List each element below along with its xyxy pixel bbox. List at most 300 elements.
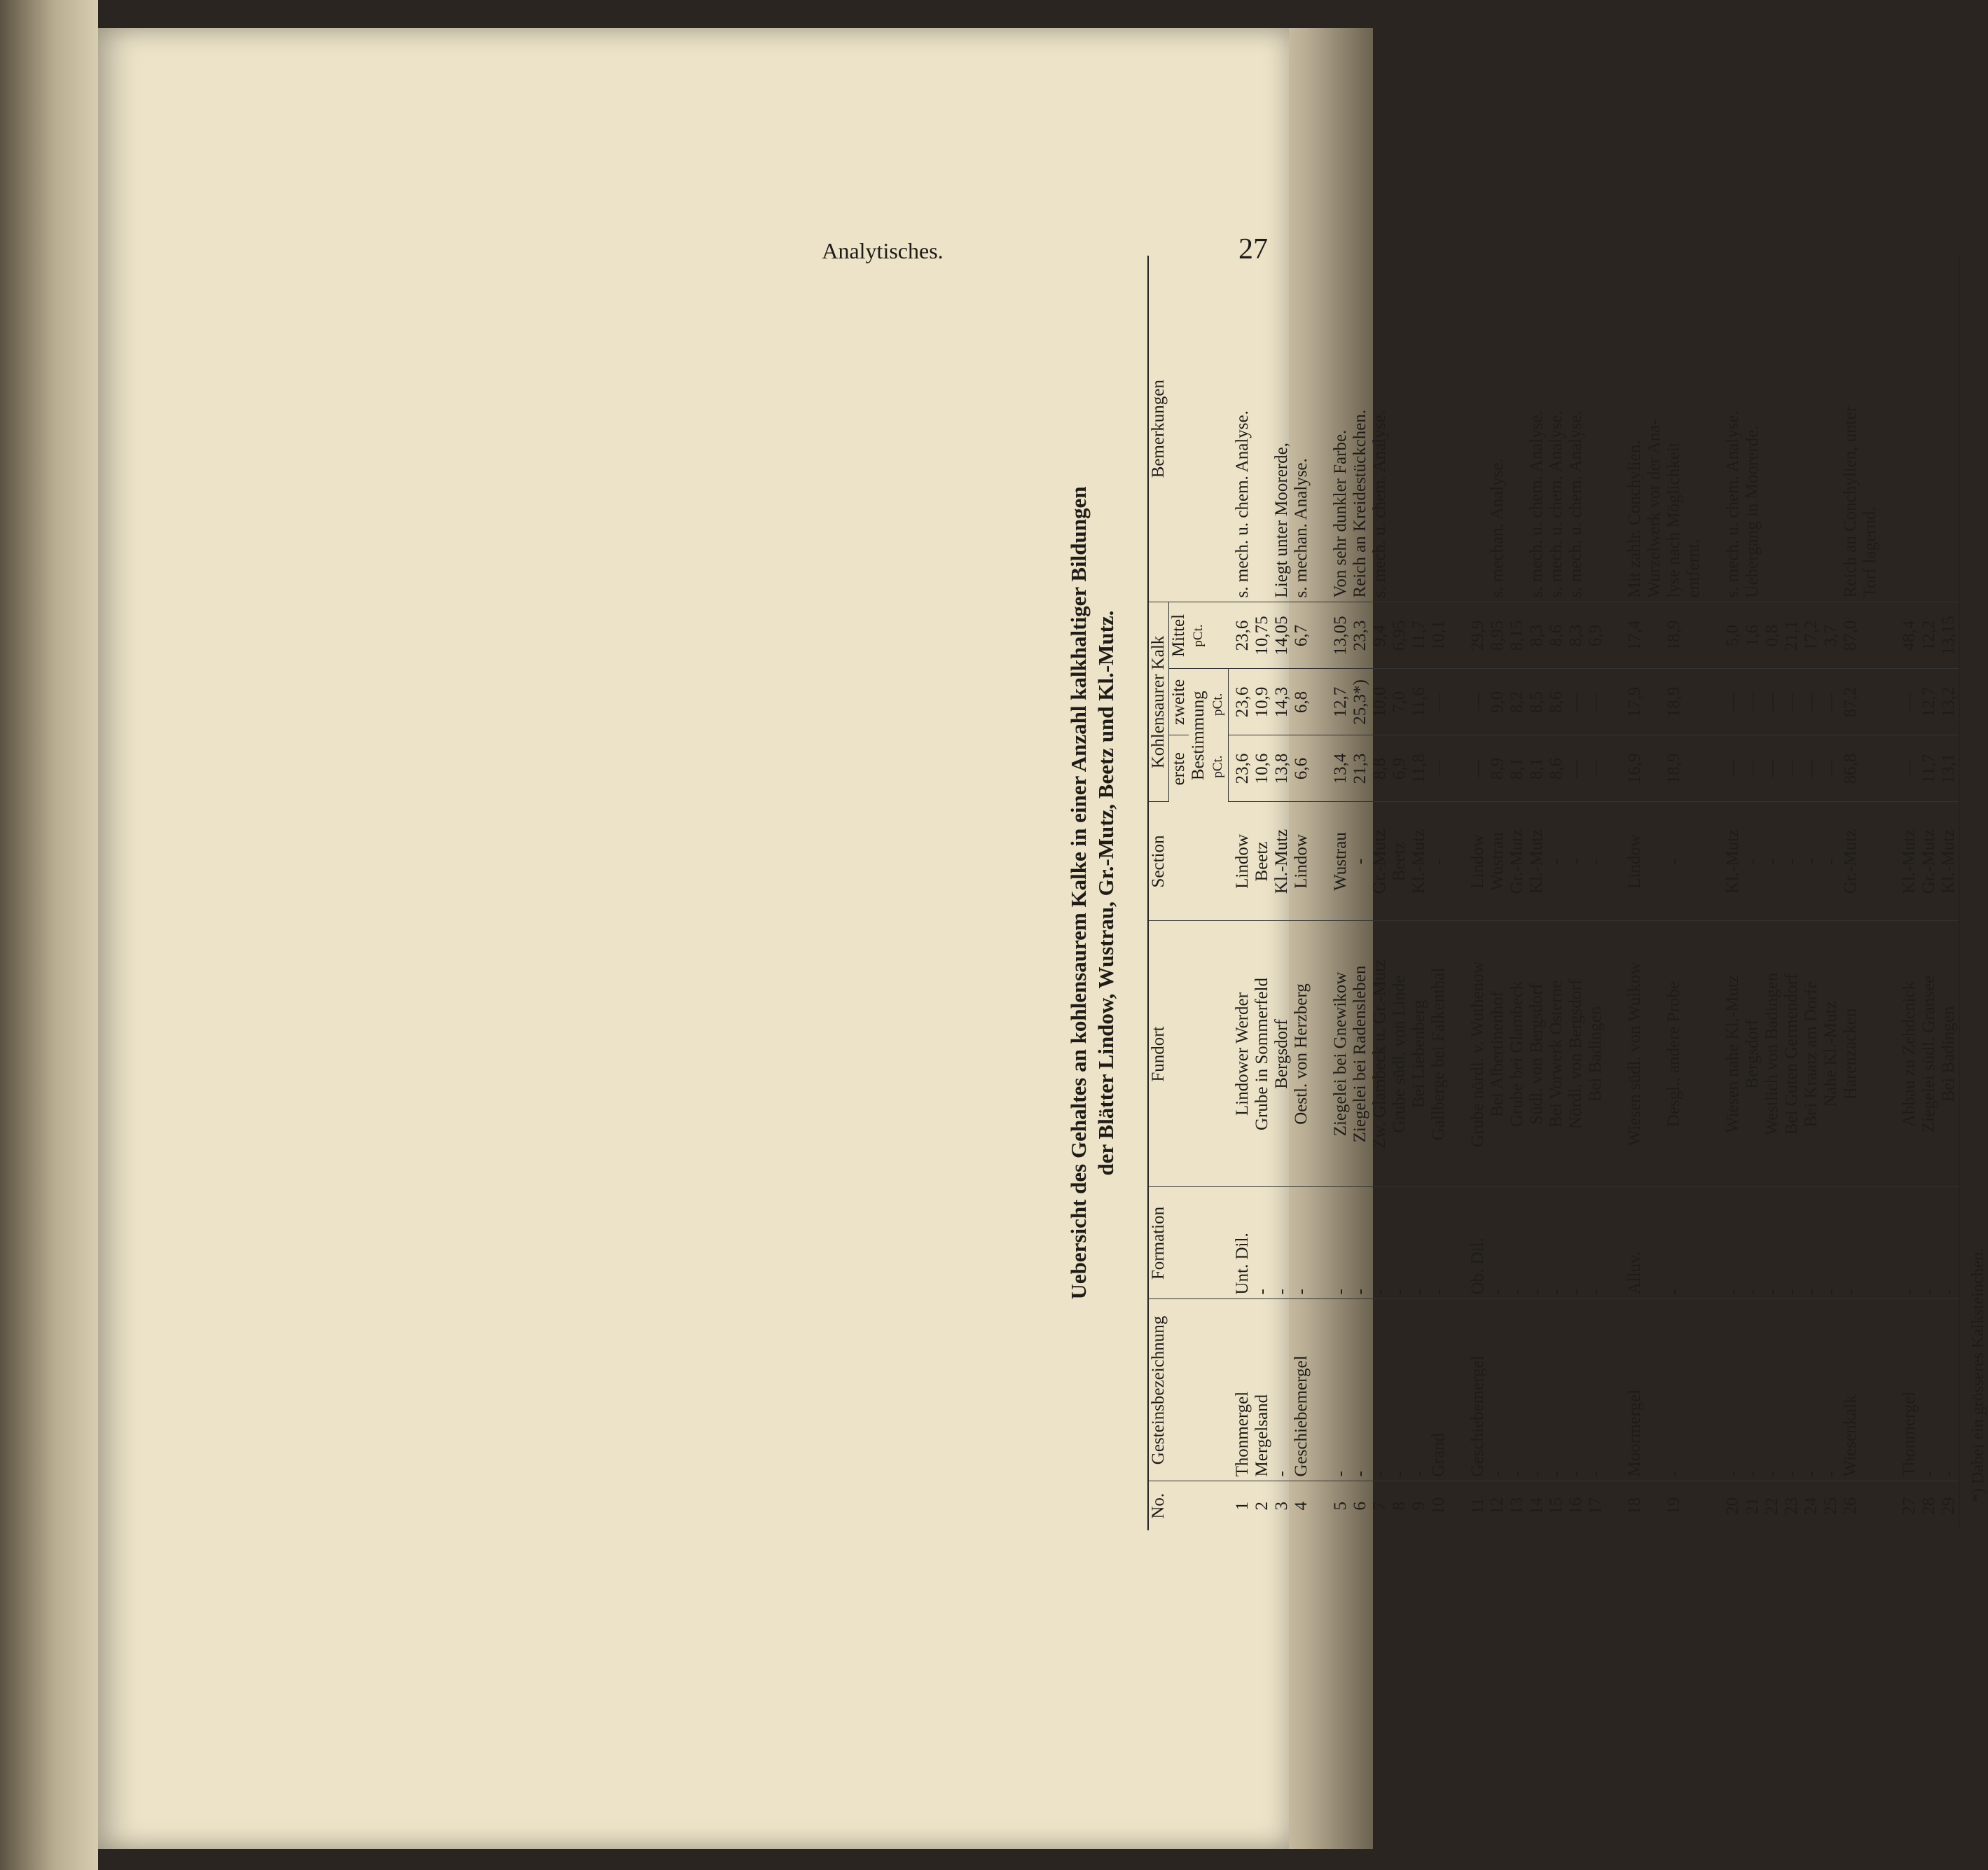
row-zweite-bestimmung: 12,7 (1331, 669, 1351, 735)
row-no: 14 (1527, 1497, 1546, 1515)
row-fundort: Bei Vorwerk Osterne (1547, 921, 1566, 1187)
row-formation: - (1743, 1187, 1762, 1299)
row-bemerkung (1507, 256, 1527, 602)
row-fundort: Südl. von Bergsdorf (1527, 921, 1547, 1187)
spacer-cell (1880, 602, 1900, 669)
row-section: Kl.-Mutz (1723, 802, 1743, 921)
spacer-cell (1704, 602, 1723, 669)
scan-background-left (0, 0, 98, 1870)
row-erste-bestimmung (1684, 735, 1704, 802)
header-zweite-unit: pCt. (1210, 693, 1225, 716)
row-fundort: Grube in Sommerfeld (1252, 921, 1272, 1187)
row-mittel: 8,3 (1566, 602, 1586, 669)
spacer-cell (1449, 602, 1468, 669)
table-spacer-row (1880, 256, 1900, 1530)
row-fundort: Gallberge bei Falkenthal (1429, 921, 1449, 1187)
row-section: Gr.-Mutz (1370, 802, 1390, 921)
row-no: 6 (1351, 1502, 1369, 1511)
table-row (1684, 256, 1704, 1530)
row-fundort: Zw. Glambeck u. Gr.-Mutz (1370, 921, 1390, 1187)
table-row (1351, 256, 1370, 1530)
row-erste-bestimmung: 11,8 (1409, 735, 1429, 802)
row-mittel: 11,7 (1409, 602, 1429, 669)
table-row (1547, 256, 1566, 1530)
row-fundort: Grube südl. von Linde (1390, 921, 1409, 1187)
row-mittel: 6,7 (1292, 602, 1311, 669)
row-mittel: 21,1 (1782, 602, 1802, 669)
table-row (1645, 256, 1664, 1530)
row-erste-bestimmung: 21,3 (1351, 735, 1370, 802)
spacer-cell (1880, 735, 1900, 802)
row-section: Wustrau (1488, 802, 1507, 921)
row-bemerkung: entfernt. (1684, 256, 1704, 602)
row-gesteinsbezeichnung: - (1802, 1299, 1821, 1481)
row-bemerkung: s. mech. u. chem. Analyse. (1527, 256, 1547, 602)
header-mittel-unit: pCt. (1191, 624, 1206, 647)
row-no: 8 (1390, 1502, 1409, 1511)
row-bemerkung (1409, 256, 1429, 602)
row-bemerkung (1586, 256, 1606, 602)
row-fundort: Ziegelei bei Gnewikow (1331, 921, 1351, 1187)
row-formation: - (1802, 1187, 1821, 1299)
row-formation: - (1664, 1187, 1684, 1299)
row-zweite-bestimmung: 14,3 (1272, 669, 1292, 735)
row-section: Lindow (1292, 802, 1311, 921)
row-bemerkung (1939, 256, 1959, 602)
row-formation (1861, 1187, 1880, 1299)
spacer-cell (1704, 1187, 1723, 1299)
row-fundort: Bei Liebenberg (1409, 921, 1429, 1187)
table-row (1821, 256, 1841, 1530)
row-fundort: Bei Albertinenhof (1488, 921, 1507, 1187)
spacer-cell (1704, 802, 1723, 921)
row-bemerkung (1821, 256, 1841, 602)
row-no: 16 (1566, 1497, 1585, 1515)
row-zweite-bestimmung: 8,2 (1507, 669, 1527, 735)
row-gesteinsbezeichnung: Thonmergel (1229, 1299, 1253, 1481)
spacer-cell (1880, 1481, 1900, 1530)
row-gesteinsbezeichnung: - (1939, 1299, 1959, 1481)
table-row (1331, 256, 1351, 1530)
row-section: Wustrau (1331, 802, 1351, 921)
row-gesteinsbezeichnung: Geschiebemergel (1292, 1299, 1311, 1481)
table-row (1468, 256, 1488, 1530)
row-gesteinsbezeichnung: - (1723, 1299, 1743, 1481)
row-gesteinsbezeichnung: - (1664, 1299, 1684, 1481)
header-erste-unit: pCt. (1210, 755, 1225, 778)
table-title-line-1: Uebersicht des Gehaltes an kohlensaurem Kalke in einer Anzahl kalkhaltiger Bildungen (1066, 486, 1091, 1300)
row-bemerkung (1782, 256, 1802, 602)
table-row (1292, 256, 1311, 1530)
row-erste-bestimmung: 13,4 (1331, 735, 1351, 802)
table-title-line-2: der Blätter Lindow, Wustrau, Gr.-Mutz, Beetz und Kl.-Mutz. (1093, 610, 1118, 1176)
spacer-cell (1449, 1299, 1468, 1481)
row-fundort: Ziegelei südl. Gransee (1919, 921, 1939, 1187)
row-mittel: 17,4 (1625, 602, 1645, 669)
row-mittel: 10,75 (1252, 602, 1272, 669)
row-formation: - (1370, 1187, 1390, 1299)
table-row (1664, 256, 1684, 1530)
table-row (1586, 256, 1606, 1530)
row-bemerkung: Mit zahlr. Conchylien. (1625, 256, 1645, 602)
row-fundort: Nördl. von Bergsdorf (1566, 921, 1586, 1187)
row-fundort (1684, 921, 1704, 1187)
table-row (1409, 256, 1429, 1530)
row-zweite-bestimmung: 23,6 (1229, 669, 1253, 735)
row-zweite-bestimmung: 87,2 (1841, 669, 1861, 735)
table-row (1762, 256, 1782, 1530)
row-zweite-bestimmung: 8,5 (1527, 669, 1547, 735)
row-mittel: 13,15 (1939, 602, 1959, 669)
row-mittel (1645, 602, 1664, 669)
header-formation: Formation (1148, 1187, 1229, 1299)
row-erste-bestimmung: 16,9 (1625, 735, 1645, 802)
row-no: 9 (1409, 1502, 1428, 1511)
row-zweite-bestimmung: 7,0 (1390, 669, 1409, 735)
table-body (1229, 256, 1960, 1530)
row-gesteinsbezeichnung: - (1272, 1299, 1292, 1481)
row-gesteinsbezeichnung: - (1488, 1299, 1507, 1481)
spacer-cell (1311, 735, 1331, 802)
table-row (1370, 256, 1390, 1530)
row-erste-bestimmung: 86,8 (1841, 735, 1861, 802)
row-no: 1 (1232, 1502, 1252, 1511)
row-fundort: Bei Badingen (1939, 921, 1959, 1187)
row-mittel: 8,15 (1507, 602, 1527, 669)
row-section: - (1802, 802, 1821, 921)
row-no: 22 (1762, 1497, 1781, 1515)
spacer-cell (1606, 1481, 1625, 1530)
row-zweite-bestimmung (1861, 669, 1880, 735)
row-no: 3 (1272, 1502, 1291, 1511)
row-mittel: 10,1 (1429, 602, 1449, 669)
row-erste-bestimmung: 6,9 (1390, 735, 1409, 802)
row-no: 19 (1664, 1497, 1683, 1515)
row-fundort (1861, 921, 1880, 1187)
footnote: *) Dabei ein grösseres Kalksteinchen. (1969, 1247, 1987, 1502)
row-erste-bestimmung: — (1802, 735, 1821, 802)
spacer-cell (1880, 921, 1900, 1187)
row-section: - (1762, 802, 1782, 921)
row-gesteinsbezeichnung: Wiesenkalk (1841, 1299, 1861, 1481)
row-zweite-bestimmung: 18,9 (1664, 669, 1684, 735)
row-zweite-bestimmung: 10,0 (1370, 669, 1390, 735)
row-section: Kl.-Mutz (1900, 802, 1919, 921)
row-bemerkung (1802, 256, 1821, 602)
row-erste-bestimmung: — (1429, 735, 1449, 802)
table-row (1488, 256, 1507, 1530)
row-fundort: Nahe Kl.-Mutz (1821, 921, 1841, 1187)
row-erste-bestimmung: 8,6 (1547, 735, 1566, 802)
row-fundort: Bei Guten Germendorf (1782, 921, 1802, 1187)
spacer-cell (1606, 602, 1625, 669)
row-gesteinsbezeichnung: - (1821, 1299, 1841, 1481)
row-formation: - (1429, 1187, 1449, 1299)
row-bemerkung (1762, 256, 1782, 602)
row-mittel: 14,05 (1272, 602, 1292, 669)
spacer-cell (1704, 256, 1723, 602)
row-fundort: Bei Badingen (1586, 921, 1606, 1187)
header-bestimmung-units (1208, 674, 1228, 798)
row-bemerkung: Torf lagernd. (1861, 256, 1880, 602)
header-bestimmung (1189, 669, 1229, 802)
row-zweite-bestimmung: — (1429, 669, 1449, 735)
row-fundort: Oestl. von Herzberg (1292, 921, 1311, 1187)
table-row (1507, 256, 1527, 1530)
row-no: 7 (1370, 1502, 1389, 1511)
header-kohlensaurer-kalk: Kohlensaurer Kalk (1148, 602, 1169, 802)
row-erste-bestimmung: 23,6 (1229, 735, 1253, 802)
spacer-cell (1449, 669, 1468, 735)
row-bemerkung: Reich an Conchylien, unter (1841, 256, 1861, 602)
row-mittel: 48,4 (1900, 602, 1919, 669)
row-section: Gr.-Mutz (1507, 802, 1527, 921)
row-erste-bestimmung: 8,1 (1527, 735, 1547, 802)
table-row (1390, 256, 1409, 1530)
row-erste-bestimmung: — (1821, 735, 1841, 802)
row-zweite-bestimmung: — (1468, 669, 1488, 735)
row-zweite-bestimmung: — (1762, 669, 1782, 735)
row-formation: - (1272, 1187, 1292, 1299)
row-section: - (1743, 802, 1762, 921)
row-no: 28 (1919, 1497, 1938, 1515)
spacer-cell (1880, 1187, 1900, 1299)
row-mittel: 6,9 (1586, 602, 1606, 669)
row-erste-bestimmung: 13,8 (1272, 735, 1292, 802)
row-formation: - (1821, 1187, 1841, 1299)
row-erste-bestimmung: 18,9 (1664, 735, 1684, 802)
spacer-cell (1449, 921, 1468, 1187)
rotated-table-block (1065, 256, 1987, 1530)
row-formation: - (1527, 1187, 1547, 1299)
row-bemerkung: Reich an Kreidestückchen. (1351, 256, 1370, 602)
row-formation: - (1723, 1187, 1743, 1299)
row-erste-bestimmung: 8,1 (1507, 735, 1527, 802)
row-section: Beetz (1390, 802, 1409, 921)
row-section: Lindow (1625, 802, 1645, 921)
row-section: - (1782, 802, 1802, 921)
row-section: Kl.-Mutz (1527, 802, 1547, 921)
table-row (1429, 256, 1449, 1530)
row-erste-bestimmung: 8,8 (1370, 735, 1390, 802)
header-zweite (1169, 669, 1189, 735)
row-mittel: 23,6 (1229, 602, 1253, 669)
row-section: - (1351, 802, 1370, 921)
table-spacer-row (1606, 256, 1625, 1530)
row-section: Kl.-Mutz (1939, 802, 1959, 921)
row-fundort: Abbau zu Zehdenick (1900, 921, 1919, 1187)
header-no: No. (1148, 1481, 1229, 1530)
spacer-cell (1606, 256, 1625, 602)
table-row (1939, 256, 1959, 1530)
header-zweite-label: zweite (1169, 679, 1188, 726)
row-section: Gr.-Mutz (1841, 802, 1861, 921)
spacer-cell (1880, 1299, 1900, 1481)
row-bemerkung: s. mech. u. chem. Analyse. (1229, 256, 1253, 602)
row-zweite-bestimmung: — (1900, 669, 1919, 735)
row-bemerkung (1919, 256, 1939, 602)
row-mittel: 29,9 (1468, 602, 1488, 669)
row-formation: - (1331, 1187, 1351, 1299)
row-fundort: Bei Kraatz am Dorfe (1802, 921, 1821, 1187)
row-zweite-bestimmung: 8,6 (1547, 669, 1566, 735)
row-section: Lindow (1468, 802, 1488, 921)
row-gesteinsbezeichnung: - (1566, 1299, 1586, 1481)
row-erste-bestimmung: 6,6 (1292, 735, 1311, 802)
row-no: 20 (1723, 1497, 1742, 1515)
spacer-cell (1606, 669, 1625, 735)
row-erste-bestimmung: — (1900, 735, 1919, 802)
running-head-title: Analytisches. (822, 238, 944, 263)
row-no: 29 (1939, 1481, 1959, 1530)
table-row (1861, 256, 1880, 1530)
row-gesteinsbezeichnung: - (1409, 1299, 1429, 1481)
row-erste-bestimmung: — (1782, 735, 1802, 802)
row-zweite-bestimmung: — (1743, 669, 1762, 735)
header-mittel-label: Mittel (1169, 614, 1188, 658)
row-gesteinsbezeichnung: - (1743, 1299, 1762, 1481)
row-section: - (1429, 802, 1449, 921)
row-zweite-bestimmung (1684, 669, 1704, 735)
header-erste-label: erste (1169, 752, 1188, 786)
row-formation: - (1841, 1187, 1861, 1299)
header-bemerkungen: Bemerkungen (1148, 256, 1229, 602)
row-bemerkung: s. mechan. Analyse. (1292, 256, 1311, 602)
row-formation: Unt. Dil. (1229, 1187, 1253, 1299)
row-zweite-bestimmung: — (1821, 669, 1841, 735)
row-no: 5 (1331, 1502, 1350, 1511)
row-bemerkung: Uebergang in Moorerde. (1743, 256, 1762, 602)
row-no: 23 (1782, 1497, 1801, 1515)
row-mittel: 5,0 (1723, 602, 1743, 669)
row-fundort: Wiesen südl. von Wulkow (1625, 921, 1645, 1187)
row-mittel: 8,95 (1488, 602, 1507, 669)
row-mittel: 23,3 (1351, 602, 1370, 669)
row-mittel: 18,9 (1664, 602, 1684, 669)
row-section: Lindow (1229, 802, 1253, 921)
spacer-cell (1880, 802, 1900, 921)
row-erste-bestimmung (1861, 735, 1880, 802)
row-zweite-bestimmung (1645, 669, 1664, 735)
table-row (1841, 256, 1861, 1530)
row-bemerkung: s. mech. u. chem. Analyse. (1723, 256, 1743, 602)
row-zweite-bestimmung: — (1586, 669, 1606, 735)
row-bemerkung (1900, 256, 1919, 602)
spacer-cell (1704, 1481, 1723, 1530)
row-mittel: 6,95 (1390, 602, 1409, 669)
row-formation: - (1900, 1187, 1919, 1299)
row-section (1645, 802, 1664, 921)
row-gesteinsbezeichnung (1645, 1299, 1664, 1481)
row-gesteinsbezeichnung (1861, 1299, 1880, 1481)
row-no: 12 (1488, 1497, 1507, 1515)
row-gesteinsbezeichnung: - (1919, 1299, 1939, 1481)
row-formation: - (1782, 1187, 1802, 1299)
row-zweite-bestimmung: — (1566, 669, 1586, 735)
spacer-cell (1449, 802, 1468, 921)
table-row (1625, 256, 1645, 1530)
row-erste-bestimmung: — (1566, 735, 1586, 802)
row-mittel (1861, 602, 1880, 669)
row-erste-bestimmung: 8,9 (1488, 735, 1507, 802)
row-bemerkung: Von sehr dunkler Farbe. (1331, 256, 1351, 602)
row-mittel: 8,3 (1527, 602, 1547, 669)
row-fundort: Ziegelei bei Radensleben (1351, 921, 1370, 1187)
row-no: 4 (1292, 1502, 1311, 1511)
row-gesteinsbezeichnung: Grand (1429, 1299, 1449, 1481)
spacer-cell (1704, 669, 1723, 735)
table-spacer-row (1311, 256, 1331, 1530)
row-no: 13 (1507, 1497, 1526, 1515)
row-mittel (1684, 602, 1704, 669)
row-section (1861, 802, 1880, 921)
row-formation: - (1566, 1187, 1586, 1299)
row-bemerkung: s. mech. u. chem. Analyse. (1566, 256, 1586, 602)
row-bemerkung: s. mech. u. chem. Analyse. (1370, 256, 1390, 602)
row-mittel: 87,0 (1841, 602, 1861, 669)
row-gesteinsbezeichnung: Geschiebemergel (1468, 1299, 1488, 1481)
row-gesteinsbezeichnung: Moormergel (1625, 1299, 1645, 1481)
row-mittel: 13,05 (1331, 602, 1351, 669)
row-fundort: Harenzacken (1841, 921, 1861, 1187)
spacer-cell (1449, 1187, 1468, 1299)
row-section: - (1664, 802, 1684, 921)
row-bemerkung (1252, 256, 1272, 602)
header-gesteinsbezeichnung: Gesteinsbezeichnung (1148, 1299, 1229, 1481)
row-no: 10 (1429, 1497, 1448, 1515)
row-formation: - (1488, 1187, 1507, 1299)
row-mittel: 8,6 (1547, 602, 1566, 669)
table-row (1272, 256, 1292, 1530)
row-section: Gr.-Mutz (1919, 802, 1939, 921)
spacer-cell (1311, 1187, 1331, 1299)
row-formation: - (1919, 1187, 1939, 1299)
row-bemerkung: Liegt unter Moorerde, (1272, 256, 1292, 602)
row-section: Kl.-Mutz (1409, 802, 1429, 921)
row-mittel: 3,7 (1821, 602, 1841, 669)
spacer-cell (1311, 256, 1331, 602)
row-formation: - (1390, 1187, 1409, 1299)
row-fundort: Desgl., andere Probe (1664, 921, 1684, 1187)
row-gesteinsbezeichnung: - (1370, 1299, 1390, 1481)
table-row (1229, 256, 1253, 1530)
row-gesteinsbezeichnung (1684, 1299, 1704, 1481)
header-erste (1169, 735, 1189, 802)
spacer-cell (1880, 669, 1900, 735)
page-number: 27 (1238, 233, 1268, 265)
spacer-cell (1606, 1187, 1625, 1299)
row-gesteinsbezeichnung: - (1762, 1299, 1782, 1481)
row-mittel: 9,4 (1370, 602, 1390, 669)
row-gesteinsbezeichnung: - (1782, 1299, 1802, 1481)
row-zweite-bestimmung: — (1723, 669, 1743, 735)
row-formation: - (1252, 1187, 1272, 1299)
row-no: 21 (1743, 1497, 1762, 1515)
table-spacer-row (1449, 256, 1468, 1530)
carbonate-table (1147, 256, 1960, 1530)
spacer-cell (1449, 256, 1468, 602)
header-section: Section (1148, 802, 1229, 921)
row-zweite-bestimmung: 6,8 (1292, 669, 1311, 735)
table-row (1782, 256, 1802, 1530)
row-no: 11 (1468, 1497, 1487, 1515)
row-no (1684, 1481, 1704, 1530)
row-erste-bestimmung: 11,7 (1919, 735, 1939, 802)
row-fundort (1645, 921, 1664, 1187)
spacer-cell (1606, 802, 1625, 921)
table-title (1065, 256, 1119, 1530)
spacer-cell (1311, 602, 1331, 669)
